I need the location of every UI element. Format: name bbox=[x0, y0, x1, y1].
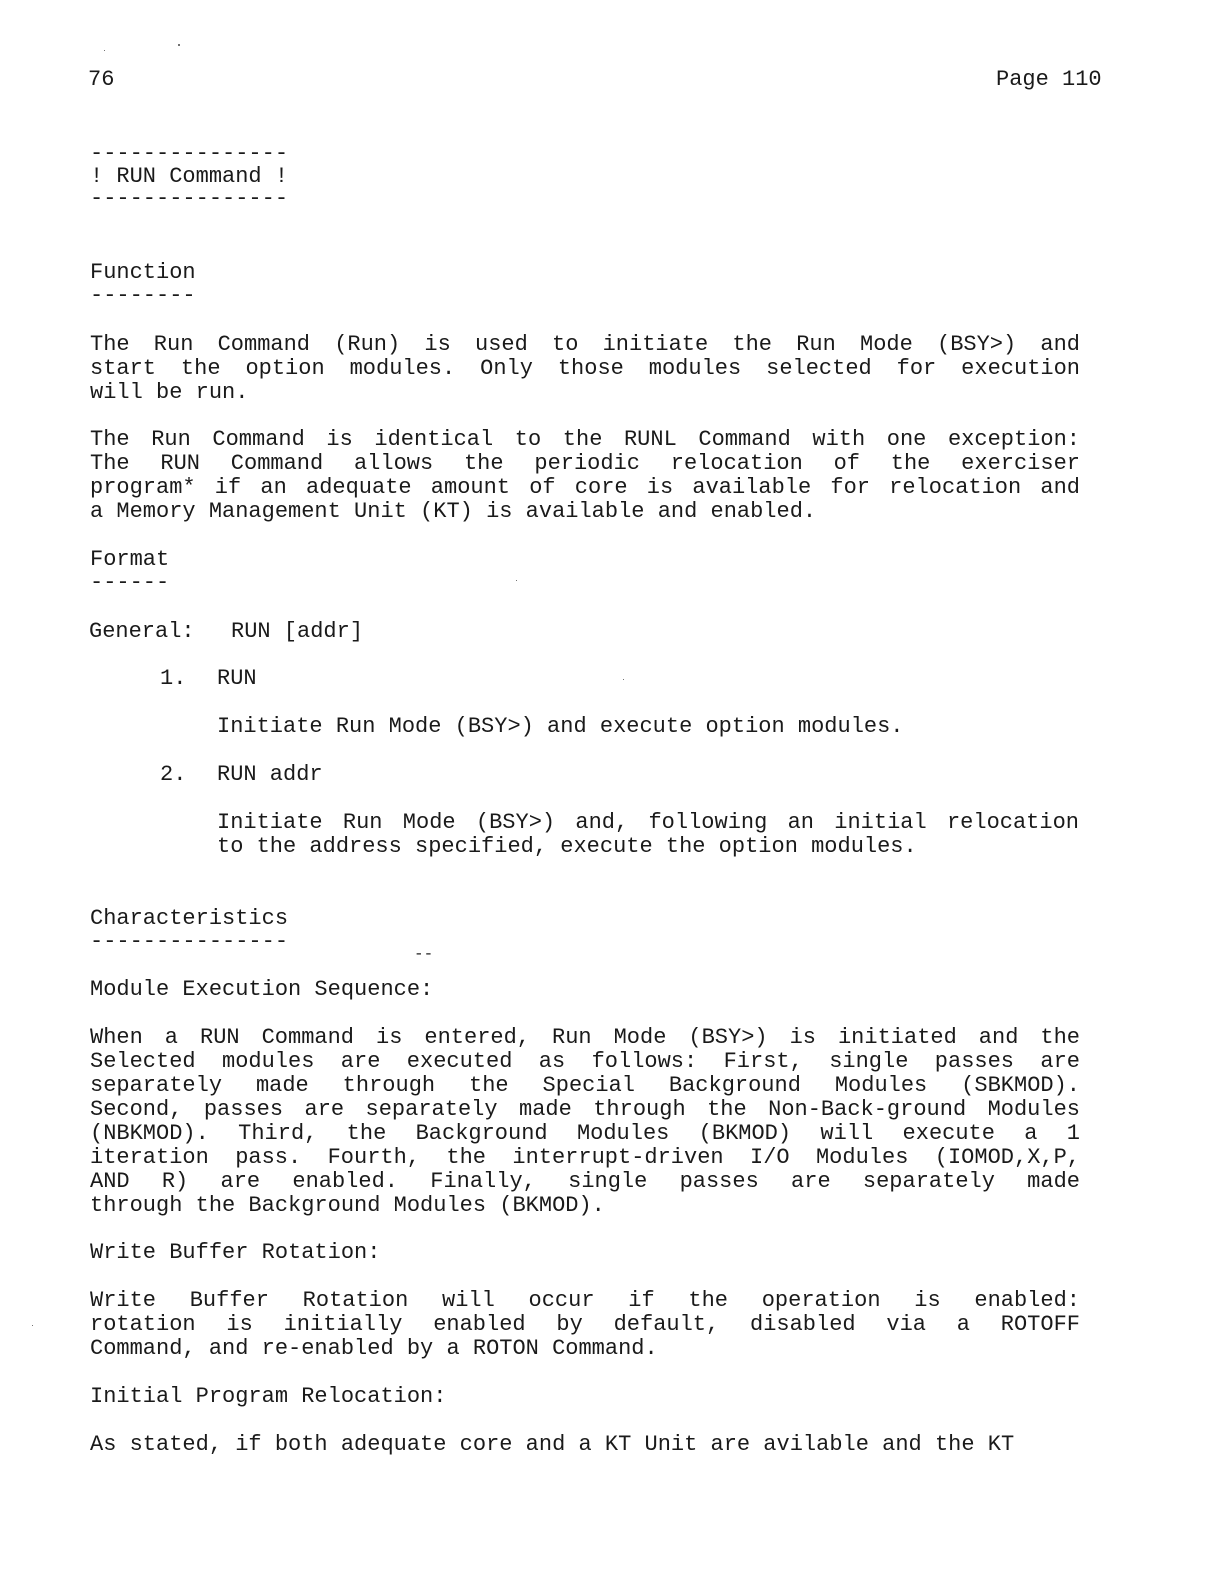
format-item-description bbox=[217, 715, 1079, 739]
text-line: iteration pass. Fourth, the interrupt-driven I/O Modules (IOMOD,X,P, bbox=[90, 1145, 1080, 1170]
text-line: Initiate Run Mode (BSY>) and, following an initial relocation bbox=[217, 810, 1079, 835]
text-line: to the address specified, execute the option modules. bbox=[217, 834, 917, 859]
scan-speck bbox=[32, 1325, 33, 1326]
text-line: program* if an adequate amount of core is available for relocation and bbox=[90, 475, 1080, 500]
text-line: through the Background Modules (BKMOD). bbox=[90, 1193, 605, 1218]
general-syntax: RUN [addr] bbox=[231, 619, 364, 644]
function-underline: -------- bbox=[90, 283, 196, 308]
function-heading: Function bbox=[90, 260, 196, 285]
scan-speck bbox=[104, 50, 105, 51]
format-underline: ------ bbox=[90, 570, 170, 595]
format-heading: Format bbox=[90, 547, 170, 572]
text-line: The Run Command is identical to the RUNL Command with one exception: bbox=[90, 427, 1080, 452]
scan-speck bbox=[516, 580, 517, 581]
general-label: General: bbox=[89, 619, 195, 644]
stray-mark: -- bbox=[414, 945, 434, 963]
text-line: When a RUN Command is entered, Run Mode (BSY>) is initiated and the bbox=[90, 1025, 1080, 1050]
function-paragraph-1 bbox=[90, 333, 1080, 405]
format-item-number: 2. bbox=[160, 762, 187, 787]
scan-speck bbox=[178, 44, 180, 46]
scan-speck bbox=[623, 679, 624, 680]
page-number-right: Page 110 bbox=[996, 67, 1102, 92]
text-line: start the option modules. Only those modules selected for execution bbox=[90, 356, 1080, 381]
text-line: will be run. bbox=[90, 380, 249, 405]
module-sequence-heading: Module Execution Sequence: bbox=[90, 977, 434, 1002]
initial-relocation-heading: Initial Program Relocation: bbox=[90, 1384, 447, 1409]
function-paragraph-2 bbox=[90, 428, 1080, 524]
text-line: The Run Command (Run) is used to initiate the Run Mode (BSY>) and bbox=[90, 332, 1080, 357]
text-line: Second, passes are separately made through the Non-Back-ground Modules bbox=[90, 1097, 1080, 1122]
text-line: AND R) are enabled. Finally, single passes are separately made bbox=[90, 1169, 1080, 1194]
title-rule-top: --------------- bbox=[90, 141, 289, 166]
format-item-description bbox=[217, 811, 1079, 859]
text-line: separately made through the Special Background Modules (SBKMOD). bbox=[90, 1073, 1080, 1098]
format-item-number: 1. bbox=[160, 666, 187, 691]
page-title: ! RUN Command ! bbox=[90, 164, 289, 189]
text-line: Command, and re-enabled by a ROTON Command. bbox=[90, 1336, 658, 1361]
characteristics-heading: Characteristics bbox=[90, 906, 289, 931]
module-sequence-paragraph bbox=[90, 1026, 1080, 1218]
text-line: Initiate Run Mode (BSY>) and execute option modules. bbox=[217, 714, 904, 739]
text-line: (NBKMOD). Third, the Background Modules (BKMOD) will execute a 1 bbox=[90, 1121, 1080, 1146]
write-buffer-heading: Write Buffer Rotation: bbox=[90, 1240, 381, 1265]
text-line: The RUN Command allows the periodic relocation of the exerciser bbox=[90, 451, 1080, 476]
write-buffer-paragraph bbox=[90, 1289, 1080, 1361]
page-number-left: 76 bbox=[88, 67, 115, 92]
text-line: a Memory Management Unit (KT) is available and enabled. bbox=[90, 499, 817, 524]
text-line: Selected modules are executed as follows: First, single passes are bbox=[90, 1049, 1080, 1074]
text-line: rotation is initially enabled by default, disabled via a ROTOFF bbox=[90, 1312, 1080, 1337]
text-line: Write Buffer Rotation will occur if the operation is enabled: bbox=[90, 1288, 1080, 1313]
title-rule-bottom: --------------- bbox=[90, 186, 289, 211]
initial-relocation-paragraph bbox=[90, 1433, 1080, 1457]
characteristics-underline: --------------- bbox=[90, 929, 289, 954]
format-item-command: RUN bbox=[217, 666, 257, 691]
text-line: As stated, if both adequate core and a KT Unit are avilable and the KT bbox=[90, 1432, 1015, 1457]
format-item-command: RUN addr bbox=[217, 762, 323, 787]
